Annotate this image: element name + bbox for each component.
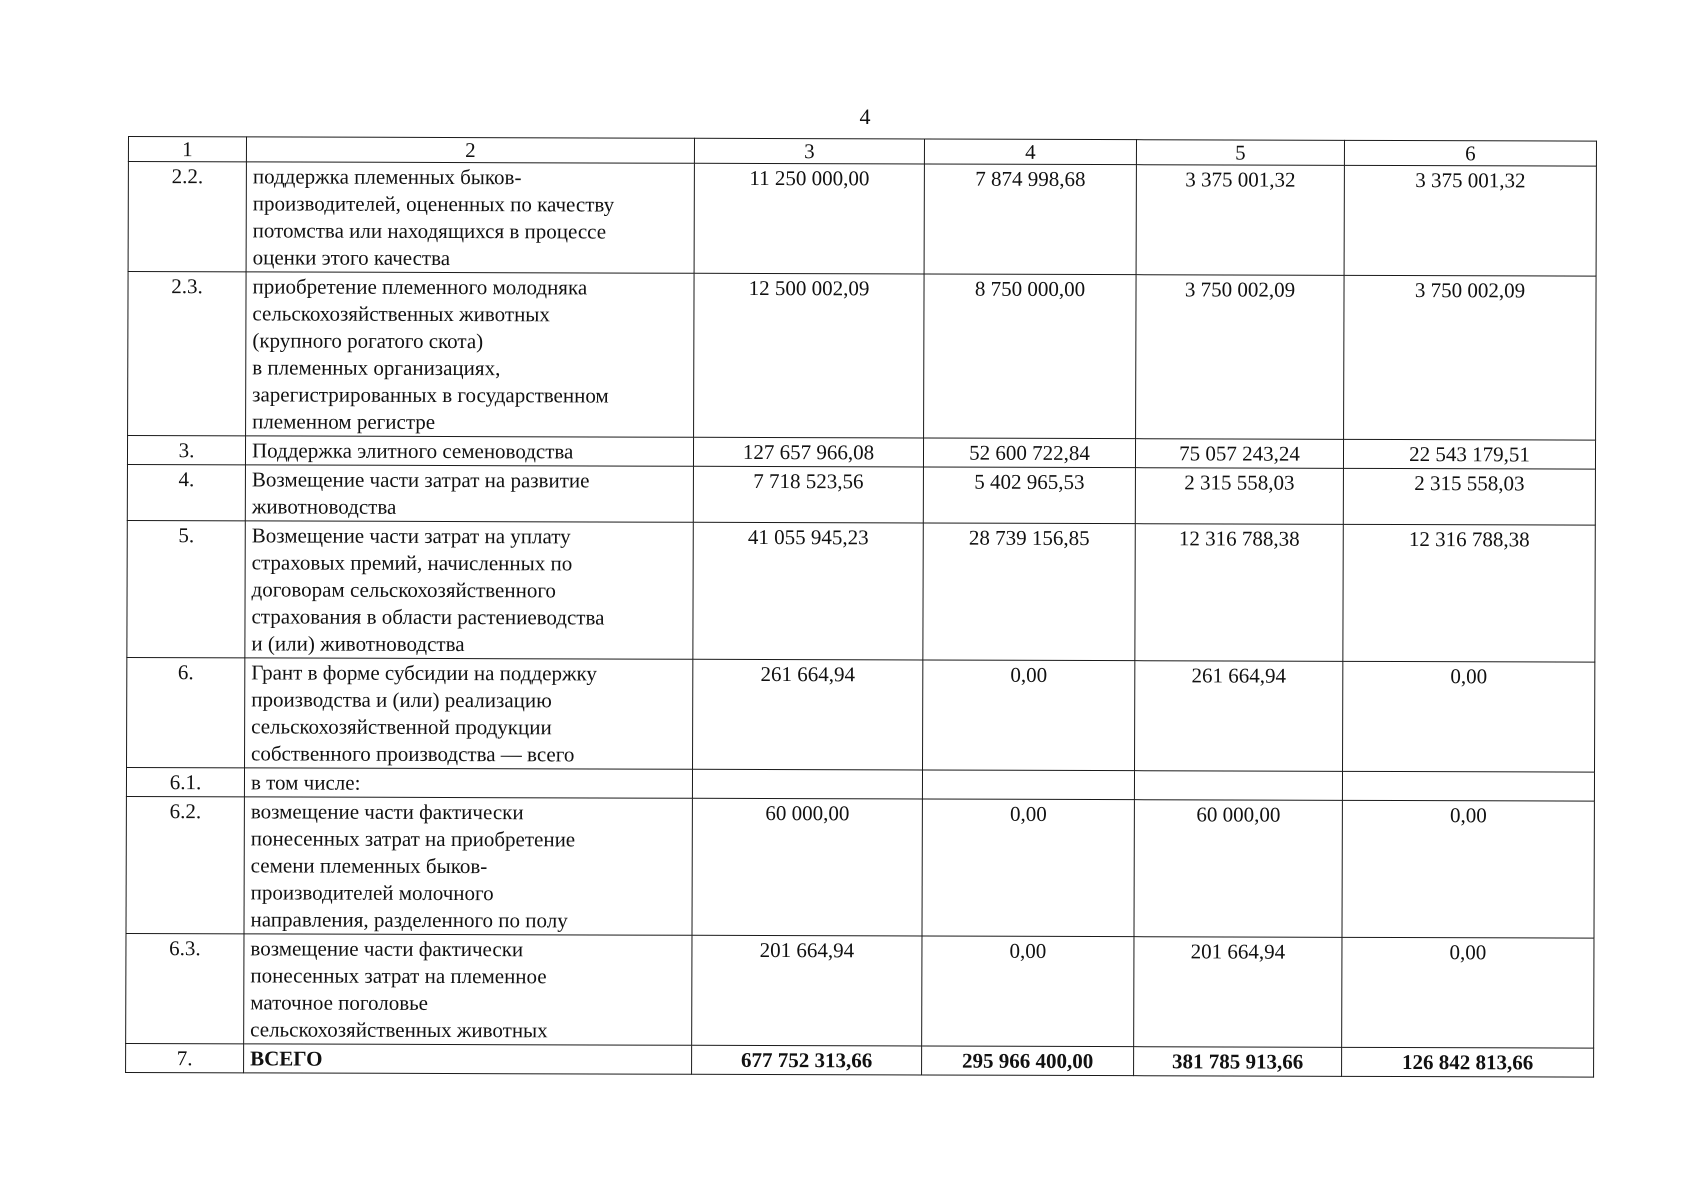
- value-col-5: 261 664,94: [1135, 661, 1343, 772]
- table-row: [126, 796, 1594, 938]
- row-description: [245, 436, 693, 466]
- row-number: 5.: [127, 520, 245, 657]
- value-col-5: 2 315 558,03: [1135, 468, 1343, 525]
- description-line: понесенных затрат на племенное: [250, 963, 547, 989]
- description-line: животноводства: [251, 494, 397, 519]
- value-col-5: 201 664,94: [1134, 937, 1342, 1048]
- value-col-3: 201 664,94: [692, 935, 922, 1046]
- value-col-3: 12 500 002,09: [694, 273, 925, 438]
- header-cell-4: 4: [924, 139, 1136, 165]
- table-row: [126, 767, 1594, 801]
- row-number: 3.: [127, 436, 245, 465]
- row-number: 6.3.: [126, 933, 244, 1043]
- header-cell-6: 6: [1344, 140, 1596, 166]
- table-row: [127, 464, 1595, 525]
- description-line: и (или) животноводства: [251, 631, 465, 657]
- description-line: Грант в форме субсидии на поддержку: [251, 660, 597, 686]
- value-col-6: 0,00: [1343, 661, 1595, 772]
- description-line: Поддержка элитного семеноводства: [251, 438, 574, 464]
- value-col-6: 0,00: [1342, 937, 1594, 1048]
- total-col-5: 381 785 913,66: [1134, 1047, 1342, 1077]
- description-line: возмещение части фактически: [250, 936, 524, 962]
- header-cell-3: 3: [694, 138, 924, 164]
- description-line: семени племенных быков-: [250, 853, 488, 879]
- value-col-4: 7 874 998,68: [924, 164, 1136, 275]
- value-col-3: 11 250 000,00: [694, 163, 924, 274]
- description-line: направления, разделенного по полу: [250, 907, 568, 933]
- row-number: 4.: [127, 464, 245, 520]
- description-line: производства и (или) реализацию: [251, 687, 552, 713]
- description-line: собственного производства — всего: [251, 741, 575, 767]
- row-number: 2.3.: [128, 272, 247, 436]
- value-col-3: 41 055 945,23: [693, 522, 923, 660]
- table-row: [127, 436, 1595, 470]
- row-number: 2.2.: [128, 162, 246, 272]
- value-col-6: 12 316 788,38: [1343, 524, 1595, 662]
- value-col-5: 3 375 001,32: [1136, 165, 1344, 276]
- value-col-6: 3 375 001,32: [1344, 165, 1596, 276]
- row-description: [245, 465, 693, 522]
- total-row: [126, 1043, 1594, 1077]
- row-number: 7.: [126, 1043, 244, 1072]
- value-col-6: 3 750 002,09: [1344, 275, 1597, 440]
- description-line: потомства или находящихся в процессе: [252, 218, 607, 244]
- value-col-4: 28 739 156,85: [923, 523, 1135, 661]
- value-col-5: 60 000,00: [1134, 800, 1342, 938]
- header-cell-1: 1: [128, 137, 246, 162]
- description-line: страховых премий, начисленных по: [251, 550, 573, 576]
- value-col-3: 261 664,94: [693, 659, 923, 770]
- row-number: 6.1.: [126, 767, 244, 796]
- description-line: маточное поголовье: [250, 990, 429, 1015]
- description-line: сельскохозяйственных животных: [250, 1017, 548, 1043]
- total-col-4: 295 966 400,00: [922, 1046, 1134, 1076]
- value-col-4: 0,00: [922, 936, 1134, 1047]
- description-line: поддержка племенных быков-: [252, 164, 522, 190]
- table-row: [127, 657, 1595, 772]
- header-cell-5: 5: [1136, 140, 1344, 166]
- value-col-6: [1342, 771, 1594, 801]
- description-line: возмещение части фактически: [250, 799, 524, 825]
- value-col-6: 2 315 558,03: [1343, 468, 1595, 525]
- row-number: 6.2.: [126, 796, 244, 933]
- description-line: Возмещение части затрат на уплату: [251, 523, 571, 549]
- value-col-4: 0,00: [922, 799, 1134, 937]
- description-line: сельскохозяйственной продукции: [251, 714, 552, 740]
- budget-table: [125, 136, 1597, 1078]
- table-row: [128, 162, 1596, 277]
- value-col-3: 127 657 966,08: [693, 437, 923, 467]
- total-col-6: 126 842 813,66: [1342, 1047, 1594, 1077]
- value-col-6: 0,00: [1342, 800, 1594, 938]
- value-col-5: 75 057 243,24: [1135, 439, 1343, 469]
- value-col-4: [922, 770, 1134, 800]
- header-cell-2: 2: [246, 137, 694, 163]
- row-description: [244, 934, 692, 1045]
- row-description: [244, 797, 692, 935]
- description-line: сельскохозяйственных животных: [252, 301, 550, 327]
- value-col-5: [1134, 771, 1342, 801]
- description-line: договорам сельскохозяйственного: [251, 577, 556, 603]
- description-line: оценки этого качества: [252, 245, 451, 271]
- table-row: [127, 520, 1595, 662]
- description-line: в племенных организациях,: [252, 355, 501, 381]
- description-line: приобретение племенного молодняка: [252, 274, 588, 300]
- page-number: 4: [859, 104, 871, 129]
- value-col-5: 12 316 788,38: [1135, 524, 1343, 662]
- value-col-3: [692, 769, 922, 799]
- table-row: [126, 933, 1594, 1048]
- value-col-6: 22 543 179,51: [1343, 439, 1595, 469]
- table-row: [128, 272, 1597, 441]
- value-col-4: 0,00: [923, 660, 1135, 771]
- row-description: [246, 272, 695, 437]
- description-line: страхования в области растениеводства: [251, 604, 605, 630]
- description-line: Возмещение части затрат на развитие: [251, 467, 590, 493]
- value-col-3: 60 000,00: [692, 798, 922, 936]
- description-line: понесенных затрат на приобретение: [250, 826, 576, 852]
- value-col-4: 5 402 965,53: [923, 467, 1135, 524]
- row-number: 6.: [127, 657, 245, 767]
- value-col-4: 52 600 722,84: [923, 438, 1135, 468]
- description-line: племенном регистре: [252, 409, 436, 434]
- value-col-5: 3 750 002,09: [1136, 275, 1345, 440]
- row-description: [244, 768, 692, 798]
- row-description: [245, 658, 693, 769]
- row-description: [246, 162, 694, 273]
- value-col-3: 7 718 523,56: [693, 466, 923, 523]
- total-col-3: 677 752 313,66: [692, 1045, 922, 1075]
- description-line: в том числе:: [250, 770, 361, 795]
- description-line: производителей молочного: [250, 880, 494, 906]
- description-line: производителей, оцененных по качеству: [252, 191, 615, 217]
- description-line: зарегистрированных в государственном: [252, 382, 609, 408]
- description-line: (крупного рогатого скота): [252, 328, 484, 354]
- value-col-4: 8 750 000,00: [924, 274, 1137, 439]
- total-label: ВСЕГО: [244, 1044, 692, 1074]
- row-description: [245, 521, 693, 659]
